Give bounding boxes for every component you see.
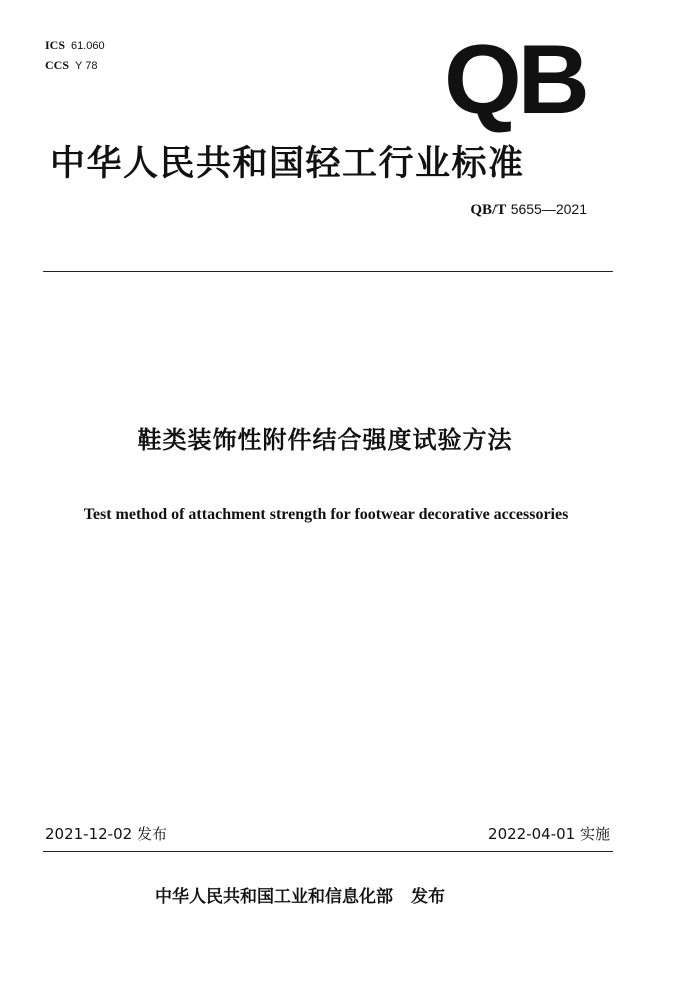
- classification-codes: [45, 36, 105, 76]
- standard-number: [470, 201, 587, 219]
- standard-category-title: 中华人民共和国轻工行业标准: [50, 144, 525, 184]
- ics-value: 61.060: [71, 40, 105, 52]
- standard-number-prefix: QB/T: [470, 202, 507, 218]
- implementation-date: 2022-04-01 实施: [488, 825, 610, 843]
- publisher: [155, 882, 445, 907]
- issue-date: 2021-12-02 发布: [45, 825, 167, 843]
- document-title-en: Test method of attachment strength for footwear decorative accessories: [83, 506, 569, 523]
- publisher-verb: 发布: [411, 887, 445, 907]
- qb-logo: QB: [444, 24, 586, 134]
- bottom-divider: [43, 851, 613, 852]
- ccs-label: CCS: [45, 58, 70, 72]
- ccs-value: Y 78: [75, 60, 98, 72]
- ics-label: ICS: [45, 38, 66, 52]
- top-divider: [43, 271, 613, 272]
- ccs-line: [45, 56, 105, 76]
- ics-line: [45, 36, 105, 56]
- publisher-name: 中华人民共和国工业和信息化部: [155, 887, 393, 907]
- standard-number-value: 5655—2021: [510, 201, 587, 217]
- document-title-zh: 鞋类装饰性附件结合强度试验方法: [137, 426, 513, 454]
